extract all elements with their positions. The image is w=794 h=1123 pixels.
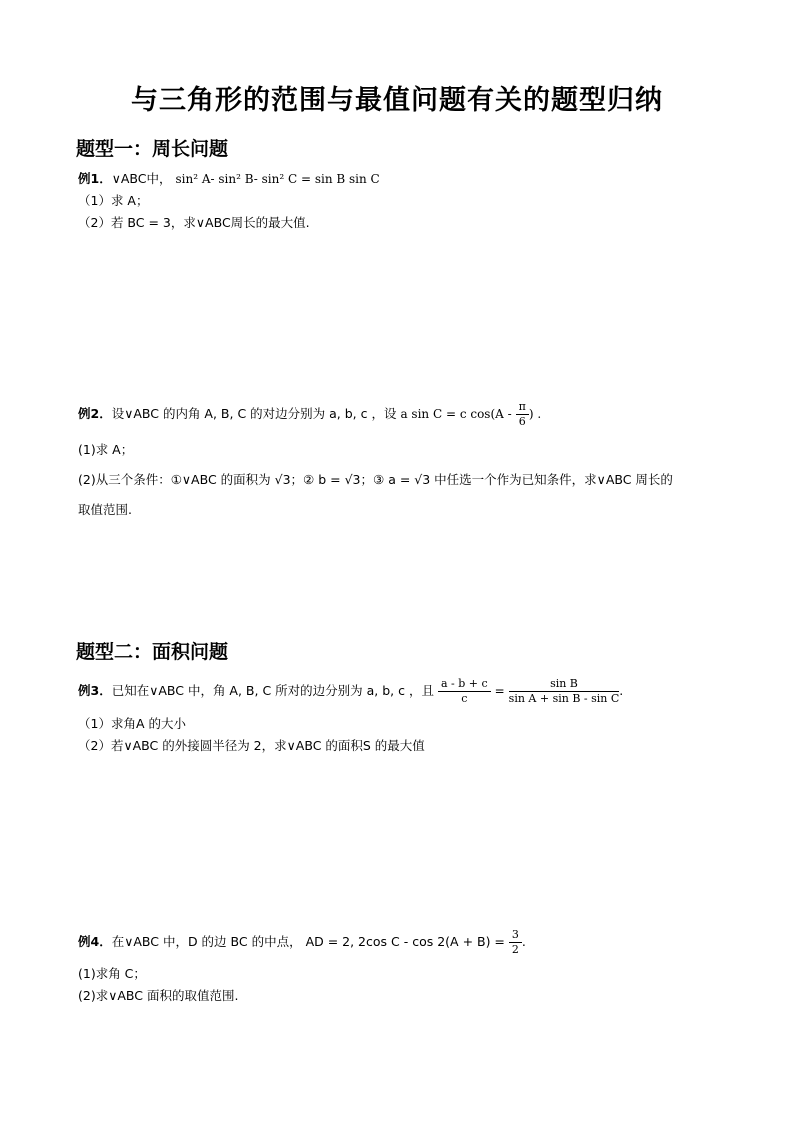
example-3-question-2: （2）若∨ABC 的外接圆半径为 2，求∨ABC 的面积S 的最大值 [78, 738, 425, 753]
example-4-label: 例4． [78, 934, 112, 949]
example-2-stem-text: 设∨ABC 的内角 A, B, C 的对边分别为 a, b, c ，设 [111, 406, 397, 421]
example-3-fraction-right [509, 677, 620, 706]
example-4-stem [78, 928, 526, 957]
example-3-fraction-right-numerator: sin B [509, 677, 620, 692]
example-3-stem-text: 已知在∨ABC 中，角 A, B, C 所对的边分别为 a, b, c ，且 [111, 683, 434, 698]
example-2-label: 例2． [78, 406, 112, 421]
example-2-question-1: (1)求 A； [78, 442, 134, 457]
example-3-question-1: （1）求角A 的大小 [78, 716, 186, 731]
example-3-equals: = [494, 684, 505, 698]
example-3-label: 例3． [78, 683, 112, 698]
section-heading-perimeter: 题型一：周长问题 [76, 138, 229, 160]
example-4-fraction-numerator: 3 [509, 928, 522, 943]
example-3-end: . [619, 683, 624, 698]
example-4-fraction-denominator: 2 [511, 943, 519, 956]
example-1-stem [78, 169, 380, 187]
example-2-equation: a sin C = c cos(A - [400, 407, 512, 421]
example-1-question-2: （2）若 BC = 3，求∨ABC周长的最大值. [78, 215, 310, 230]
example-1-label: 例1． [78, 171, 112, 186]
example-2-fraction-numerator: π [516, 400, 529, 415]
section-heading-area: 题型二：面积问题 [76, 641, 229, 663]
example-3-fraction-right-denominator: sin A + sin B - sin C [508, 692, 620, 705]
example-4-fraction [509, 928, 522, 957]
example-3-fraction-left-denominator: c [461, 692, 468, 705]
example-2-fraction-denominator: 6 [518, 415, 526, 428]
example-2-question-2: (2)从三个条件：①∨ABC 的面积为 √3；② b = √3；③ a = √3 中任选一个作为已知条件，求∨ABC 周长的 [78, 472, 673, 487]
example-2-fraction [516, 400, 529, 429]
example-4-stem-text: 在∨ABC 中，D 的边 BC 的中点， AD = 2, 2cos C - cos 2(A + B) = [111, 934, 505, 949]
example-2-question-2-cont: 取值范围. [78, 502, 132, 517]
example-1-stem-text: ∨ABC中， [111, 171, 172, 186]
page-title: 与三角形的范围与最值问题有关的题型归纳 [131, 85, 663, 116]
example-3-fraction-left-numerator: a - b + c [438, 677, 491, 692]
example-4-question-1: (1)求角 C； [78, 966, 146, 981]
example-1-question-1: （1）求 A； [78, 193, 149, 208]
example-3-stem [78, 677, 623, 706]
example-2-stem [78, 400, 541, 429]
example-1-equation: sin² A- sin² B- sin² C = sin B sin C [175, 172, 380, 186]
example-2-equation-end: ) . [528, 407, 542, 421]
example-4-end: . [521, 934, 526, 949]
example-3-fraction-left [438, 677, 491, 706]
example-4-question-2: (2)求∨ABC 面积的取值范围. [78, 988, 239, 1003]
